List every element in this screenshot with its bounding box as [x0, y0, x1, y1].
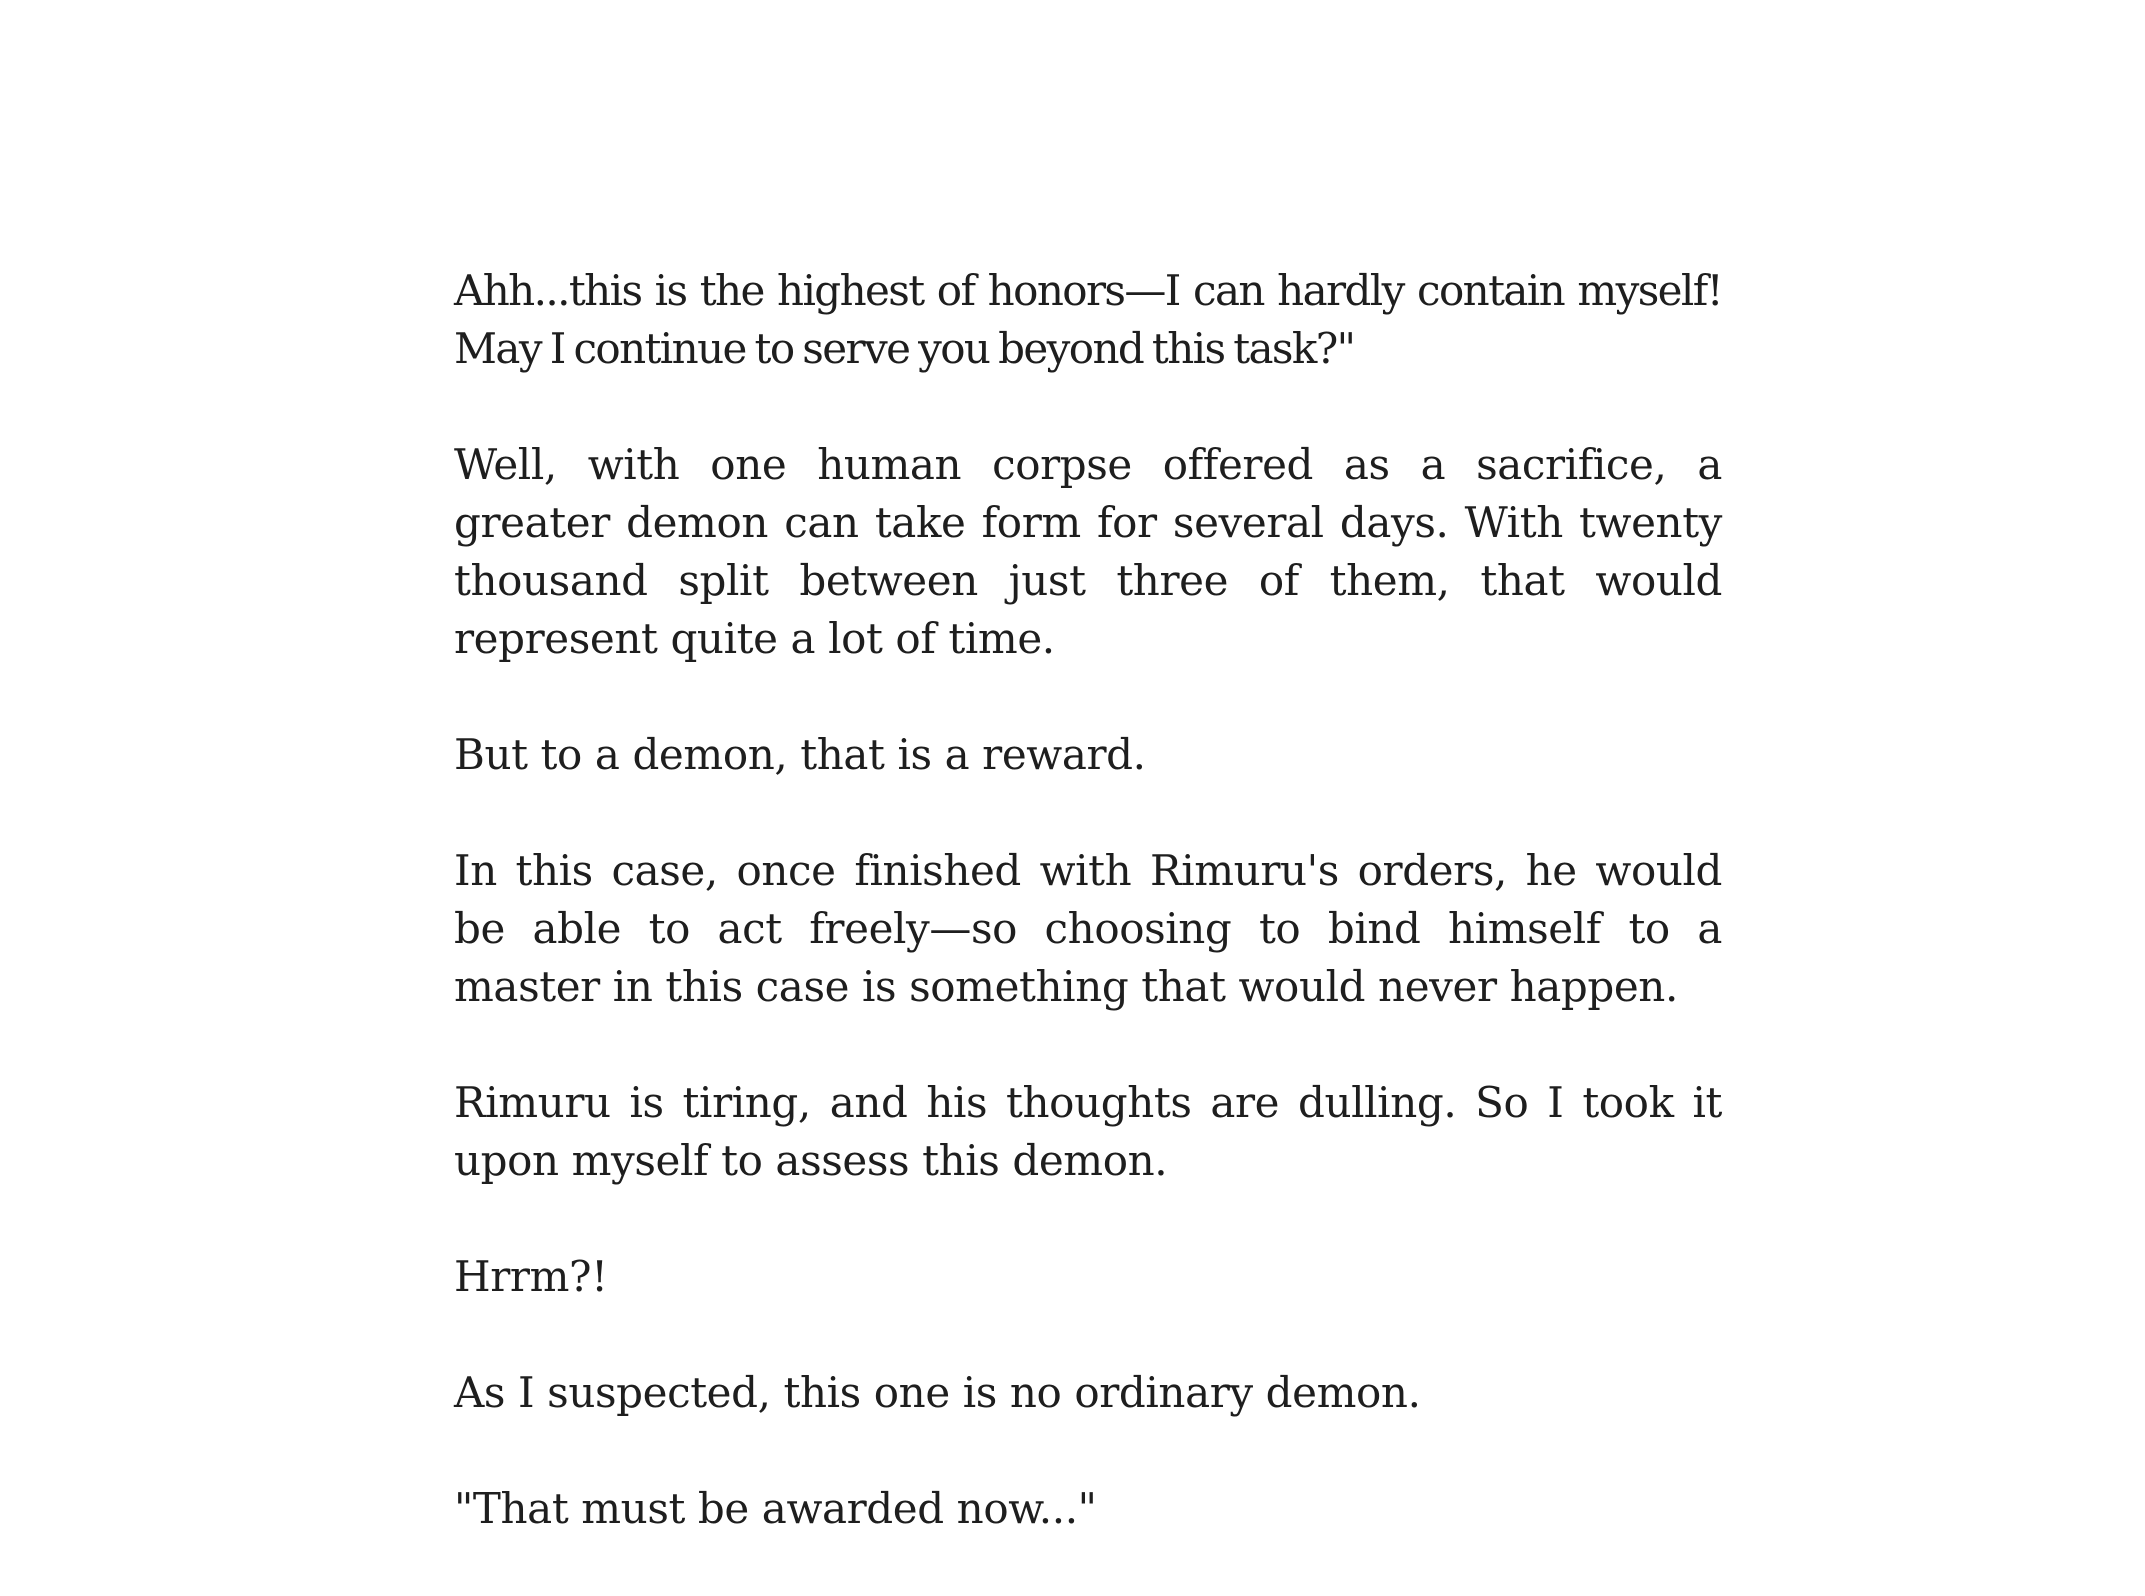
body-text	[454, 262, 1722, 1596]
paragraph-cutoff-quote: "That must be awarded now..."	[454, 1484, 1097, 1533]
paragraph-reward: But to a demon, that is a reward.	[454, 730, 1146, 779]
paragraph-sacrifice: Well, with one human corpse offered as a sacrifice, a greater demon can take form for several days. With twenty thousand split between just three of them, that would represent quite a lot of time.	[454, 440, 1722, 663]
paragraph-hrrm: Hrrm?!	[454, 1252, 608, 1301]
paragraph-suspected: As I suspected, this one is no ordinary demon.	[454, 1368, 1421, 1417]
paragraph-honors: Ahh...this is the highest of honors—I can hardly contain myself! May I continue to serve you beyond this task?"	[454, 266, 1722, 373]
paragraph-orders: In this case, once finished with Rimuru's orders, he would be able to act freely—so choosing to bind himself to a master in this case is something that would never happen.	[454, 846, 1722, 1011]
paragraph-assess: Rimuru is tiring, and his thoughts are dulling. So I took it upon myself to assess this demon.	[454, 1078, 1722, 1185]
